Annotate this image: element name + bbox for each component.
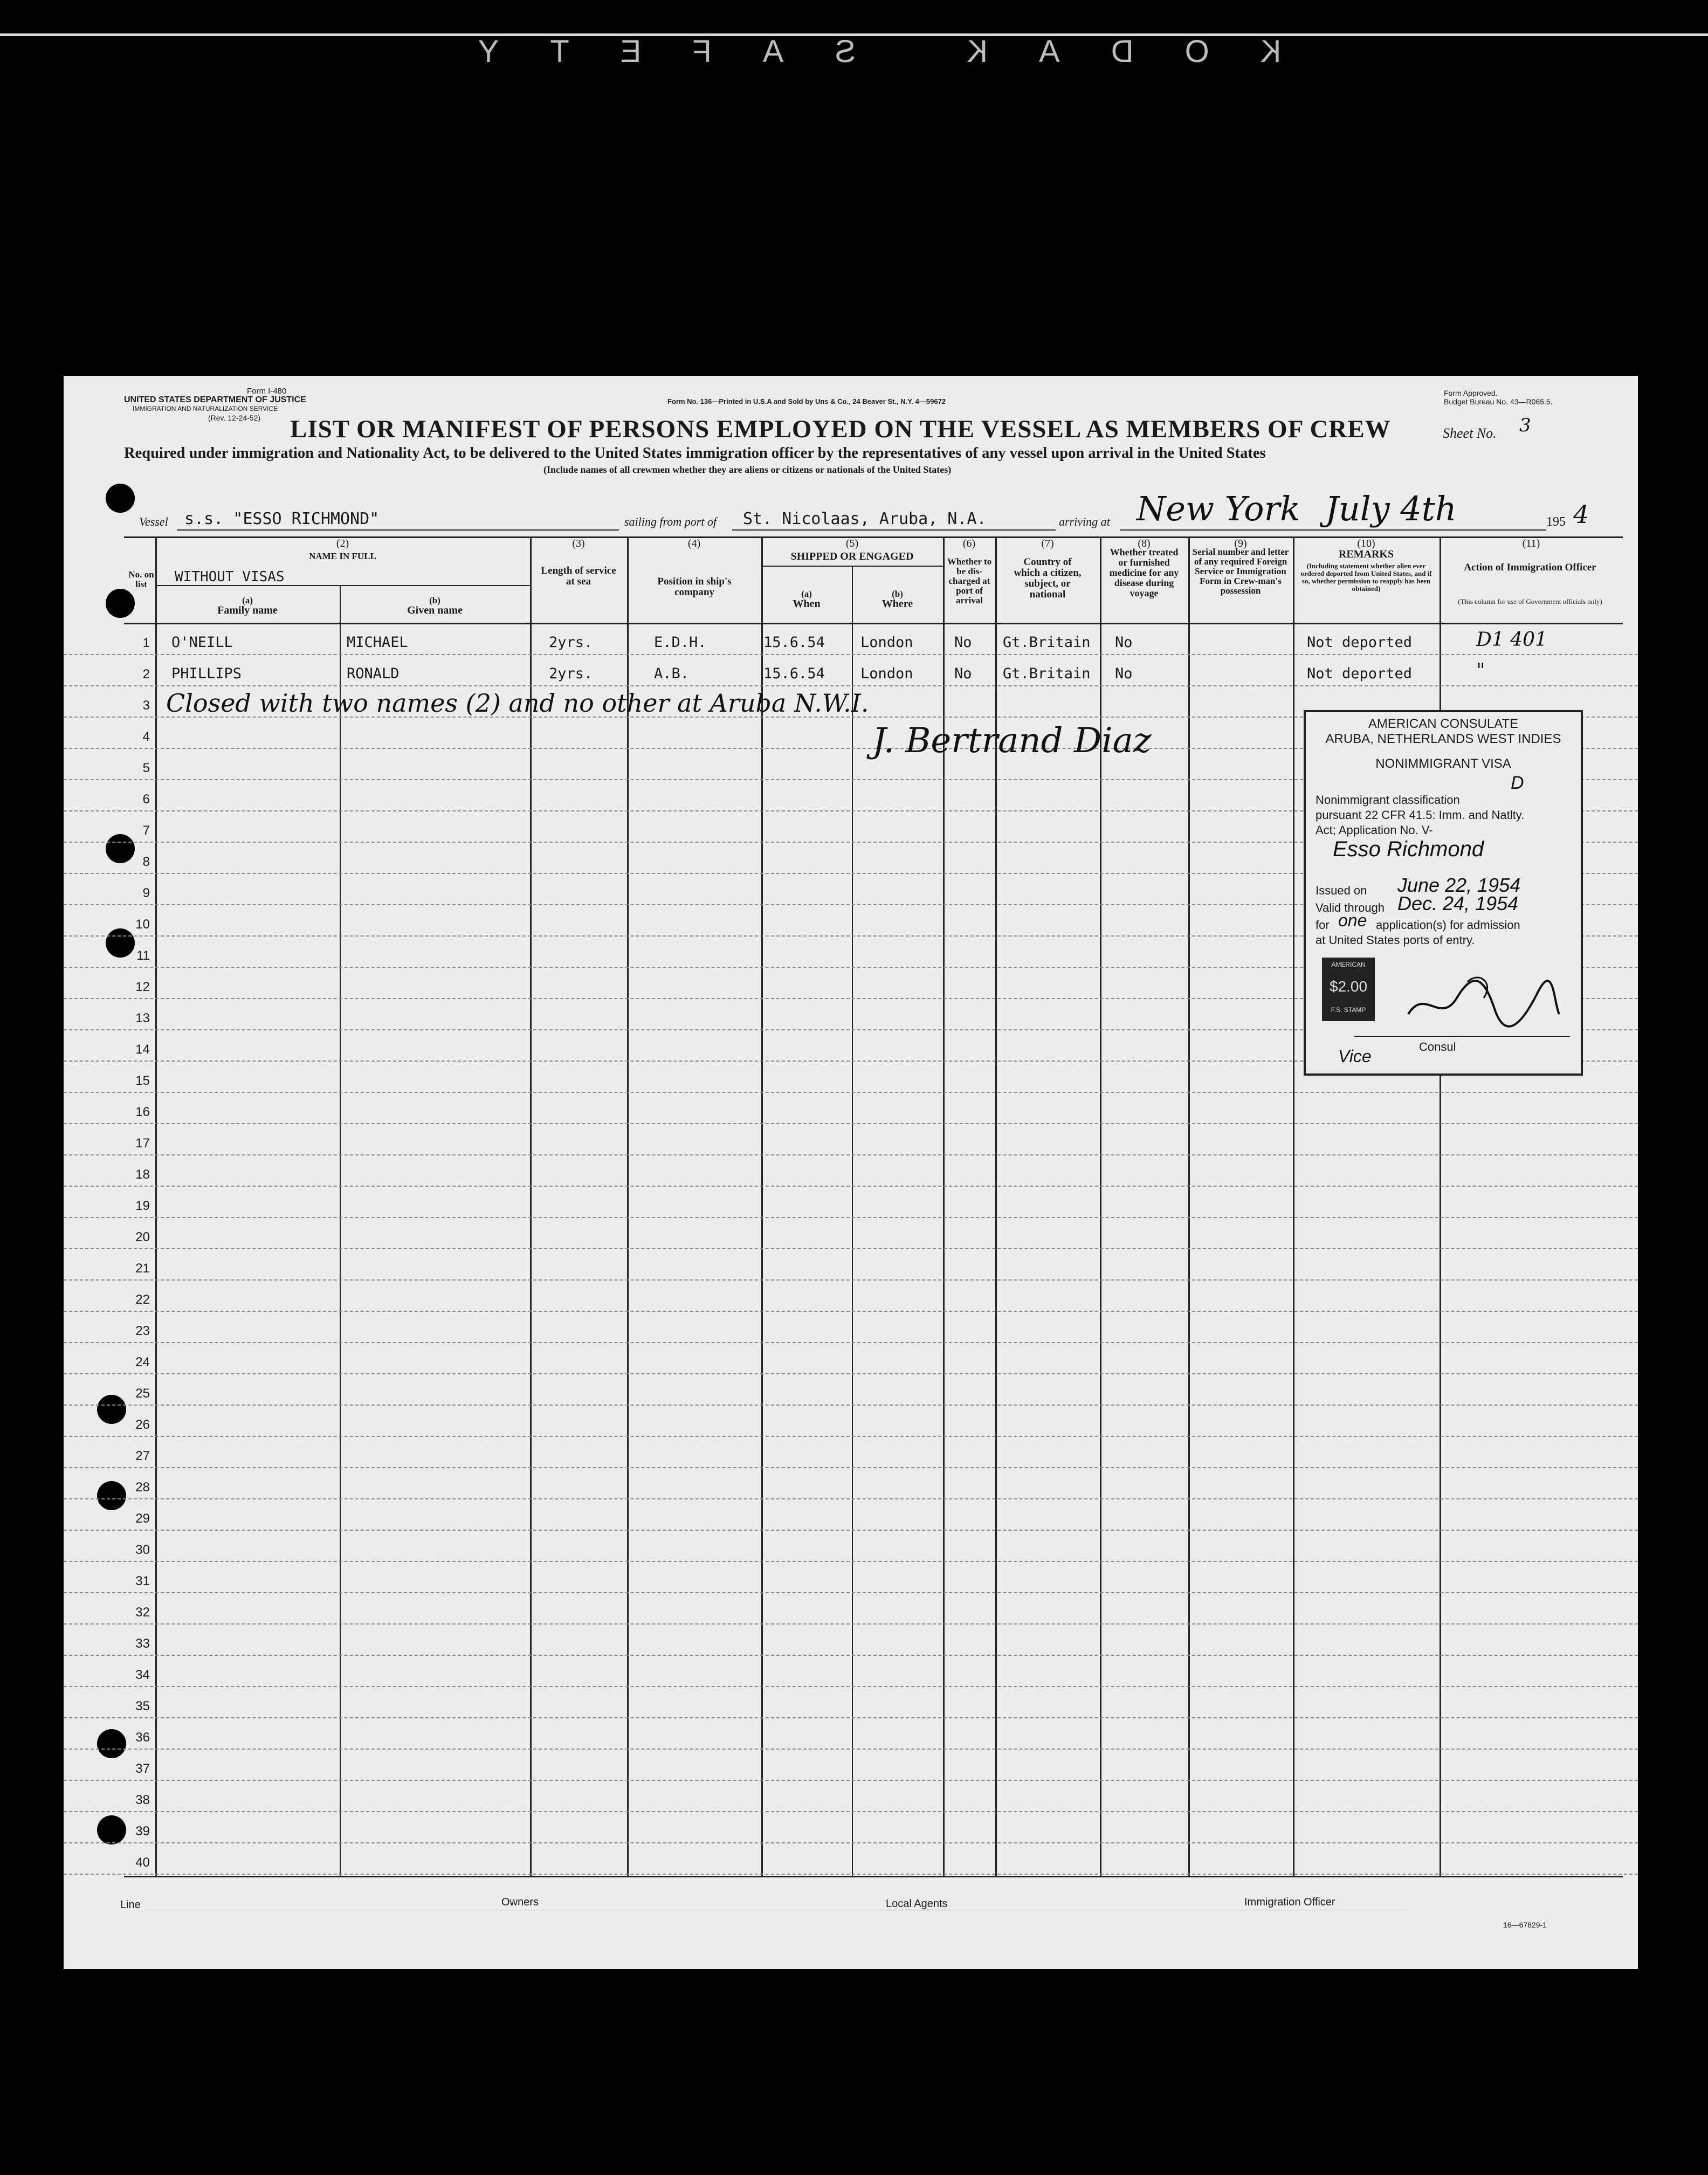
table-row: [64, 1279, 1638, 1312]
table-row: [64, 1467, 1638, 1499]
punch-hole: [106, 589, 135, 618]
cell-where: London: [860, 634, 913, 651]
row-number: 16: [135, 1105, 150, 1119]
consul-line: [1354, 1036, 1570, 1037]
revenue-stamp-bottom: F.S. STAMP: [1331, 1006, 1366, 1014]
header-col10-num: (10): [1357, 538, 1375, 549]
stamp-classification: Nonimmigrant classification: [1316, 793, 1460, 807]
footer-code: 16—67829-1: [1503, 1921, 1547, 1929]
table-row: [64, 1405, 1638, 1437]
form-title: LIST OR MANIFEST OF PERSONS EMPLOYED ON THE VESSEL AS MEMBERS OF CREW: [290, 415, 1391, 443]
consul-signature: [1403, 966, 1565, 1030]
shipped-subheader-line: [761, 566, 943, 567]
cell-family: PHILLIPS: [171, 665, 242, 682]
row-number: 11: [136, 948, 150, 963]
header-family-a: (a): [242, 595, 253, 605]
header-col3-num: (3): [572, 538, 585, 549]
header-where: Where: [881, 598, 913, 610]
table-row: [64, 1092, 1638, 1124]
vessel-underline: [177, 529, 619, 531]
row-number: 27: [135, 1449, 150, 1463]
table-row: [64, 1717, 1638, 1750]
arriving-port: New York: [1137, 489, 1300, 528]
form-approved: Form Approved.: [1444, 389, 1498, 397]
row-number: 25: [135, 1386, 150, 1401]
table-row: [64, 1686, 1638, 1718]
row-number: 9: [142, 886, 150, 900]
header-col9-num: (9): [1234, 538, 1247, 549]
table-row: [64, 1623, 1638, 1656]
row-number: 38: [135, 1793, 150, 1807]
row-number: 19: [135, 1199, 150, 1213]
row-number: 3: [142, 698, 150, 713]
header-shipped: SHIPPED OR ENGAGED: [790, 550, 914, 562]
row-number: 12: [135, 980, 150, 994]
row-number: 28: [135, 1480, 150, 1495]
header-given-name: Given name: [407, 604, 463, 616]
cell-given: MICHAEL: [347, 634, 408, 651]
manifest-sheet: [64, 376, 1638, 1969]
visa-stamp: [1304, 710, 1583, 1076]
header-serial: Serial number and letter of any required Foreign Service or Immigration Form in Crew-man's possession: [1192, 547, 1289, 596]
cell-service: 2yrs.: [549, 634, 593, 651]
header-col7-num: (7): [1041, 538, 1054, 549]
stamp-pursuant: pursuant 22 CFR 41.5: Imm. and Natlty.: [1316, 808, 1525, 822]
row-number: 8: [142, 855, 150, 869]
form-note: (Include names of all crewmen whether they are aliens or citizens or nationals of the United States): [543, 464, 952, 475]
stamp-location: ARUBA, NETHERLANDS WEST INDIES: [1325, 732, 1561, 746]
stamp-class-value: D: [1511, 773, 1524, 793]
revision: (Rev. 12-24-52): [208, 414, 261, 422]
cell-medicine: No: [1115, 634, 1133, 651]
arrival-date: July 4th: [1325, 489, 1457, 528]
row-number: 23: [135, 1324, 150, 1338]
revenue-stamp: [1322, 958, 1375, 1021]
row-number: 35: [135, 1699, 150, 1713]
table-row: [64, 1248, 1638, 1281]
header-when-a: (a): [801, 589, 812, 599]
date-underline: [1120, 529, 1546, 531]
cell-medicine: No: [1115, 665, 1133, 682]
header-medicine: Whether treated or furnished medicine for any disease during voyage: [1109, 547, 1179, 598]
cell-action: ": [1476, 660, 1485, 682]
closing-note: Closed with two names (2) and no other at Aruba N.W.I.: [166, 689, 869, 718]
stamp-visa-type: NONIMMIGRANT VISA: [1375, 756, 1511, 771]
header-country: Country of which a citizen, subject, or national: [1014, 556, 1082, 600]
table-row: [64, 1749, 1638, 1781]
stamp-consulate: AMERICAN CONSULATE: [1368, 717, 1519, 731]
table-row: [64, 1592, 1638, 1625]
table-row: [64, 1436, 1638, 1468]
row-number: 36: [135, 1730, 150, 1745]
row-number: 34: [135, 1668, 150, 1682]
row-number: 22: [135, 1292, 150, 1307]
form-subtitle: Required under immigration and Nationality Act, to be delivered to the United States immigration officer by the representatives of any vessel upon arrival in the United States: [124, 445, 1266, 462]
footer-immigration-officer: Immigration Officer: [1244, 1896, 1335, 1908]
footer-local-agents: Local Agents: [886, 1898, 948, 1910]
vessel-label: Vessel: [139, 515, 168, 528]
header-col5-num: (5): [845, 538, 859, 549]
row-number: 37: [135, 1761, 150, 1776]
cell-position: E.D.H.: [654, 634, 707, 651]
stamp-valid-date: Dec. 24, 1954: [1397, 892, 1519, 914]
footer-line: Line: [120, 1899, 141, 1911]
stamp-valid-label: Valid through: [1316, 901, 1385, 914]
department: UNITED STATES DEPARTMENT OF JUSTICE: [124, 395, 306, 404]
table-row: [64, 1811, 1638, 1843]
row-number: 13: [135, 1011, 150, 1025]
table-row: [64, 1217, 1638, 1249]
cell-where: London: [860, 665, 913, 682]
stamp-application: Act; Application No. V-: [1316, 823, 1433, 837]
table-row: [64, 1655, 1638, 1687]
row-number: 10: [135, 917, 150, 932]
arriving-label: arriving at: [1059, 515, 1110, 528]
header-family-name: Family name: [217, 604, 278, 616]
cell-service: 2yrs.: [549, 665, 593, 682]
row-number: 33: [135, 1636, 150, 1651]
table-row: [64, 654, 1638, 686]
header-name-in-full: NAME IN FULL: [309, 551, 376, 561]
header-when: When: [793, 598, 821, 610]
cell-given: RONALD: [347, 665, 400, 682]
header-remarks: REMARKS: [1338, 548, 1394, 560]
table-row: [64, 1123, 1638, 1155]
header-remarks-note: (Including statement whether alien ever ordered deported from United States, and if so, whether permission to reapply has been obtained): [1300, 562, 1432, 593]
table-row: [64, 1780, 1638, 1812]
header-where-b: (b): [892, 589, 903, 599]
stamp-issued-label: Issued on: [1316, 884, 1367, 897]
cell-remarks: Not deported: [1307, 634, 1413, 651]
stamp-for-value: one: [1338, 911, 1367, 930]
cell-country: Gt.Britain: [1003, 634, 1091, 651]
header-no-on-list: No. on list: [128, 569, 154, 589]
row-number: 32: [135, 1605, 150, 1620]
stamp-applications: application(s) for admission: [1376, 918, 1520, 932]
row-number: 17: [135, 1136, 150, 1151]
header-col2-num: (2): [336, 538, 349, 549]
table-row: [64, 1530, 1638, 1562]
table-row: [64, 1842, 1638, 1875]
year-suffix: 4: [1573, 500, 1589, 529]
row-number: 31: [135, 1574, 150, 1588]
without-visas-note: WITHOUT VISAS: [175, 569, 285, 585]
header-col8-num: (8): [1138, 538, 1151, 549]
cell-action: D1 401: [1476, 629, 1547, 651]
sheet-number: 3: [1519, 415, 1531, 436]
row-number: 26: [135, 1417, 150, 1432]
film-edge: [0, 0, 1708, 69]
header-col6-num: (6): [962, 538, 976, 549]
table-row: [64, 623, 1638, 655]
name-subheader-line: [155, 585, 530, 586]
header-action: Action of Immigration Officer: [1464, 562, 1596, 573]
stamp-ports: at United States ports of entry.: [1316, 933, 1475, 947]
closing-signature: J. Bertrand Diaz: [872, 721, 1152, 761]
revenue-stamp-amount: $2.00: [1329, 978, 1368, 995]
row-number: 15: [135, 1073, 150, 1088]
row-number: 14: [135, 1042, 150, 1057]
cell-remarks: Not deported: [1307, 665, 1413, 682]
form-number: Form I-480: [247, 387, 287, 396]
header-discharge: Whether to be dis-charged at port of arrival: [947, 556, 992, 605]
table-row: [64, 1311, 1638, 1343]
header-action-note: (This column for use of Government officials only): [1458, 597, 1602, 605]
film-brand: KODAK SAFETY: [426, 34, 1282, 69]
row-number: 6: [142, 792, 150, 807]
table-row: [64, 1342, 1638, 1374]
stamp-for-label: for: [1316, 918, 1330, 932]
table-row: [64, 1373, 1638, 1406]
cell-family: O'NEILL: [171, 634, 233, 651]
table-row: [64, 1186, 1638, 1218]
port-underline: [732, 529, 1056, 531]
row-number: 29: [135, 1511, 150, 1526]
row-number: 1: [142, 636, 150, 650]
header-col11-num: (11): [1522, 538, 1540, 549]
stamp-consul-label: Consul: [1419, 1040, 1456, 1054]
header-length-of-service: Length of service at sea: [541, 565, 616, 587]
row-number: 30: [135, 1543, 150, 1557]
row-number: 24: [135, 1355, 150, 1369]
cell-discharge: No: [954, 634, 972, 651]
row-number: 21: [135, 1261, 150, 1276]
cell-when: 15.6.54: [763, 634, 825, 651]
revenue-stamp-top: AMERICAN: [1331, 961, 1366, 968]
sheet-label: Sheet No.: [1443, 425, 1497, 441]
stamp-vessel-hand: Esso Richmond: [1333, 837, 1484, 861]
service: IMMIGRATION AND NATURALIZATION SERVICE: [133, 405, 278, 412]
printer-line: Form No. 136—Printed in U.S.A and Sold by Uns & Co., 24 Beaver St., N.Y. 4—59672: [667, 397, 946, 405]
budget-bureau: Budget Bureau No. 43—R065.5.: [1444, 397, 1553, 406]
cell-discharge: No: [954, 665, 972, 682]
header-position: Position in ship's company: [657, 576, 732, 598]
row-number: 18: [135, 1167, 150, 1182]
table-row: [64, 1154, 1638, 1187]
cell-when: 15.6.54: [763, 665, 825, 682]
row-number: 20: [135, 1230, 150, 1244]
sailing-label: sailing from port of: [624, 515, 717, 528]
row-number: 39: [135, 1824, 150, 1839]
header-col4-num: (4): [687, 538, 701, 549]
row-number: 2: [142, 667, 150, 682]
row-number: 4: [142, 729, 150, 744]
cell-position: A.B.: [654, 665, 690, 682]
footer-owners: Owners: [501, 1896, 539, 1908]
table-bottom-border: [124, 1876, 1623, 1877]
sailing-port: St. Nicolaas, Aruba, N.A.: [743, 510, 987, 528]
year-prefix: 195: [1546, 515, 1566, 529]
row-number: 7: [142, 823, 150, 838]
cell-country: Gt.Britain: [1003, 665, 1091, 682]
header-given-b: (b): [429, 595, 440, 605]
stamp-issued-date: June 22, 1954: [1397, 874, 1521, 896]
row-number: 40: [135, 1855, 150, 1870]
table-row: [64, 1561, 1638, 1593]
punch-hole: [106, 484, 135, 513]
row-number: 5: [142, 761, 150, 775]
stamp-vice-hand: Vice: [1338, 1047, 1372, 1066]
vessel-name: s.s. "ESSO RICHMOND": [184, 510, 380, 528]
table-row: [64, 1498, 1638, 1531]
